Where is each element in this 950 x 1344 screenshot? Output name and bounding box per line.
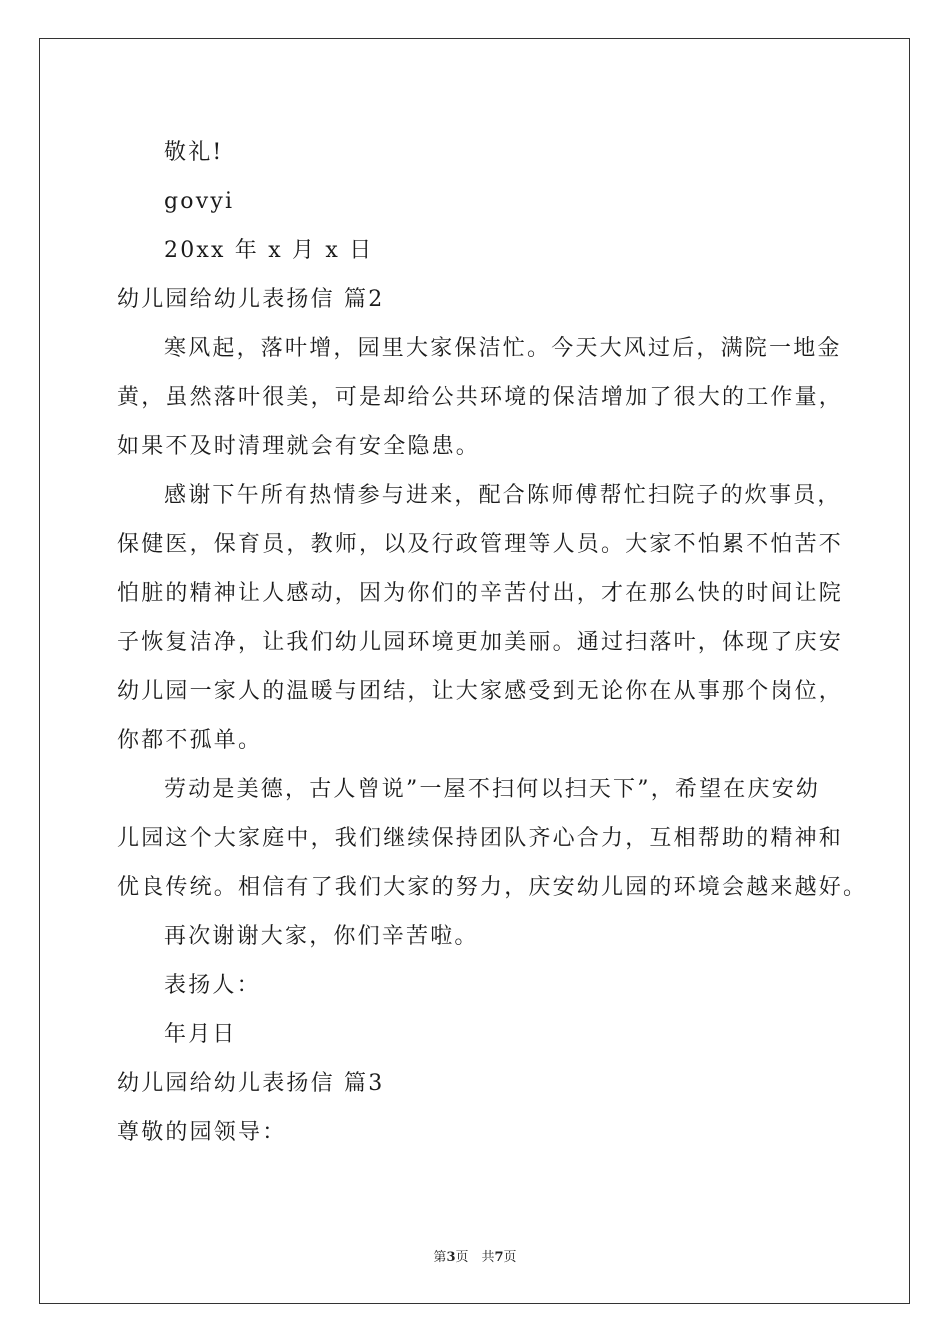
paragraph-line: 子恢复洁净，让我们幼儿园环境更加美丽。通过扫落叶，体现了庆安 [117,630,844,655]
praiser-label: 表扬人： [164,973,261,998]
closing-signature: govyi [164,189,235,214]
footer-middle: 页 共 [455,1250,495,1265]
paragraph-line: 儿园这个大家庭中，我们继续保持团队齐心合力，互相帮助的精神和 [117,826,844,851]
thanks-line: 再次谢谢大家，你们辛苦啦。 [164,924,479,949]
paragraph-line: 感谢下午所有热情参与进来，配合陈师傅帮忙扫院子的炊事员， [164,483,842,508]
paragraph-line: 黄，虽然落叶很美，可是却给公共环境的保洁增加了很大的工作量， [117,385,844,410]
paragraph-line: 寒风起，落叶增，园里大家保洁忙。今天大风过后，满院一地金 [164,336,842,361]
total-page-count: 7 [494,1250,504,1265]
salutation: 尊敬的园领导： [117,1120,287,1145]
closing-salute: 敬礼! [164,140,224,165]
paragraph-line: 保健医，保育员，教师，以及行政管理等人员。大家不怕累不怕苦不 [117,532,844,557]
paragraph-line: 怕脏的精神让人感动，因为你们的辛苦付出，才在那么快的时间让院 [117,581,844,606]
paragraph-line: 幼儿园一家人的温暖与团结，让大家感受到无论你在从事那个岗位， [117,679,844,704]
document-body [117,128,868,1157]
letter-date: 年月日 [164,1022,237,1047]
paragraph-line: 如果不及时清理就会有安全隐患。 [117,434,481,459]
paragraph-line: 劳动是美德，古人曾说”一屋不扫何以扫天下”，希望在庆安幼 [164,777,821,802]
paragraph-line: 优良传统。相信有了我们大家的努力，庆安幼儿园的环境会越来越好。 [117,875,868,900]
footer-suffix: 页 [503,1250,517,1265]
section-heading-2: 幼儿园给幼儿表扬信 篇2 [117,287,385,312]
section-heading-3: 幼儿园给幼儿表扬信 篇3 [117,1071,385,1096]
footer-prefix: 第 [433,1250,447,1265]
page-footer [0,1246,950,1265]
current-page-number: 3 [446,1250,456,1265]
paragraph-line: 你都不孤单。 [117,728,263,753]
closing-date: 20xx 年 x 月 x 日 [164,238,374,263]
